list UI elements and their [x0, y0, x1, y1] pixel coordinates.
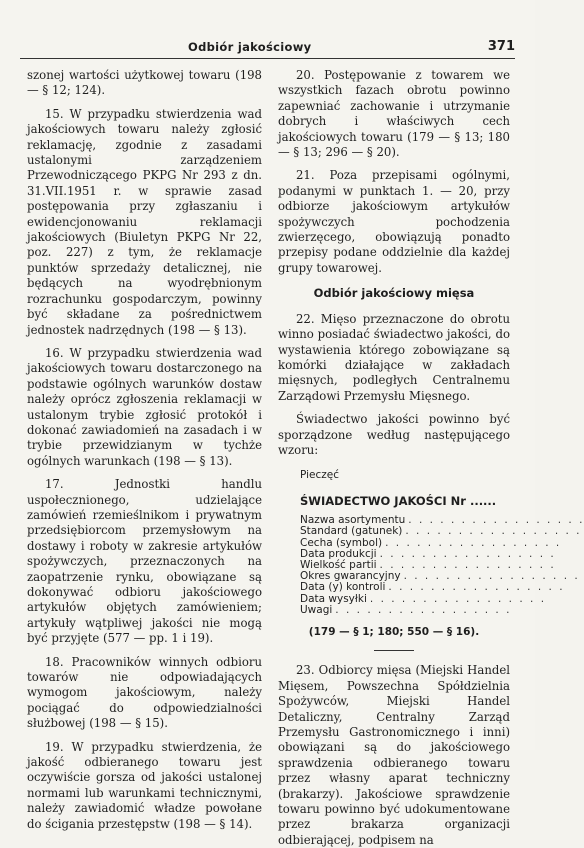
form-field-label: Okres gwarancyjny — [300, 570, 401, 583]
paragraph-continuation: szonej wartości użytkowej towaru (198 — § 12; 124). — [27, 68, 262, 98]
dot-leader: . . . . . . . . . . . . . . . . . — [405, 525, 582, 538]
form-title: ŚWIADECTWO JAKOŚCI Nr ...... — [300, 493, 497, 508]
dot-leader: . . . . . . . . . . . . . . . . . — [335, 603, 512, 616]
form-field-label: Standard (gatunek) — [300, 525, 403, 538]
paragraph-16: 16. W przypadku stwierdzenia wad jakościowych towaru dostarczonego na podstawie ogólnych warunków dostaw należy oprócz zgłoszenia reklamacji w ustalonym trybie zgłosić protokół i dokonać zawiadomień na zasadach i w trybie przewidzianym w tychże ogólnych warunkach (198 — § 13). — [27, 345, 262, 468]
form-field-label: Uwagi — [300, 603, 333, 616]
dot-leader: . . . . . . . . . . . . . . . . . — [385, 536, 562, 549]
header-title: Odbiór jakościowy — [188, 40, 312, 54]
paragraph-19: 19. W przypadku stwierdzenia, że jakość odbieranego towaru jest oczywiście gorsza od jakości ustalonej normami lub warunkami technicznymi, należy zawiadomić władze powołane do ścigania przestępstw (198 — § 14). — [27, 739, 262, 831]
right-column — [278, 68, 584, 848]
paragraph-22: 22. Mięso przeznaczone do obrotu winno posiadać świadectwo jakości, do wystawienia którego zobowiązane są komórki działające w zakładach mięsnych, podległych Centralnemu Zarządowi Przemysłu Mięsnego. — [278, 311, 510, 403]
dot-leader: . . . . . . . . . . . . . . . . . — [369, 592, 547, 605]
form-reference: (179 — § 1; 180; 550 — § 16). — [308, 625, 480, 638]
form-stamp-label: Pieczęć — [300, 469, 339, 482]
paragraph-21: 21. Poza przepisami ogólnymi, podanymi w punktach 1. — 20, przy odbiorze jakościowym artykułów spożywczych pochodzenia zwierzęcego, obowiązują ponadto przepisy podane oddzielnie dla każdej grupy towarowej. — [278, 168, 510, 275]
page-number: 371 — [487, 39, 515, 54]
form-field-label: Data produkcji — [300, 547, 377, 560]
form-field-label: Wielkość partii — [300, 558, 377, 571]
section-heading: Odbiór jakościowy mięsa — [313, 286, 475, 301]
paragraph-15: 15. W przypadku stwierdzenia wad jakościowych towaru należy zgłosić reklamację, zgodnie z zasadami ustalonymi zarządzeniem Przewodniczącego PKPG Nr 293 z dn. 31.VII.1951 r. w sprawie zasad postępowania przy zgłaszaniu i ewidencjonowaniu reklamacji jakościowych (Biuletyn PKPG Nr 22, poz. 227) z tym, że reklamacje punktów sprzedaży detalicznej, nie będących na wyodrębnionym rozrachunku gospodarczym, powinny być składane za pośrednictwem jednostek nadrzędnych (198 — § 13). — [27, 106, 262, 337]
dot-leader: . . . . . . . . . . . . . . . . . — [408, 514, 584, 527]
section-divider — [374, 650, 414, 651]
certificate-form-template — [278, 468, 584, 640]
dot-leader: . . . . . . . . . . . . . . . . . — [379, 547, 556, 560]
left-column — [27, 68, 262, 832]
paragraph-23: 23. Odbiorcy mięsa (Miejski Handel Mięsem, Powszechna Spółdzielnia Spożywców, Miejski Handel Detaliczny, Centralny Zarząd Przemysłu Gastronomicznego i inni) obowiązani są do jakościowego sprawdzenia odbieranego towaru przez własny aparat techniczny (brakarzy). Jakościowe sprawdzenie towaru powinno być udokumentowane przez brakarza organizacji odbierającej, podpisem na — [278, 663, 510, 847]
paragraph-20: 20. Postępowanie z towarem we wszystkich fazach obrotu powinno zapewniać zachowanie i utrzymanie dobrych i właściwych cech jakościowych towaru (179 — § 13; 180 — § 13; 296 — § 20). — [278, 68, 510, 160]
running-header — [20, 40, 515, 59]
paragraph-certificate-intro: Świadectwo jakości powinno być sporządzone według następującego wzoru: — [278, 412, 510, 457]
form-field-label: Data (y) kontroli — [300, 581, 386, 594]
paragraph-18: 18. Pracowników winnych odbioru towarów nie odpowiadających wymogom jakościowym, należy pociągać do odpowiedzialności służbowej (198 — § 15). — [27, 654, 262, 731]
form-field-label: Nazwa asortymentu — [300, 514, 406, 527]
form-field-label: Data wysyłki — [300, 592, 367, 605]
form-field — [300, 581, 565, 594]
form-field-list — [278, 514, 584, 616]
dot-leader: . . . . . . . . . . . . . . . . . — [403, 570, 580, 583]
form-field — [300, 525, 582, 538]
form-field-label: Cecha (symbol) — [300, 536, 383, 549]
dot-leader: . . . . . . . . . . . . . . . . . — [379, 558, 556, 571]
form-field — [300, 605, 510, 616]
dot-leader: . . . . . . . . . . . . . . . . . — [388, 581, 565, 594]
paragraph-17: 17. Jednostki handlu uspołecznionego, udzielające zamówień rzemieślnikom i prywatnym przedsiębiorcom przemysłowym na dostawy i roboty w zakresie artykułów spożywczych, przeznaczonych na zaopatrzenie rynku, obowiązane są dokonywać odbioru jakościowego artykułów objętych zamówieniem; artykuły wątpliwej jakości nie mogą być przyjęte (577 — pp. 1 i 19). — [27, 477, 262, 646]
